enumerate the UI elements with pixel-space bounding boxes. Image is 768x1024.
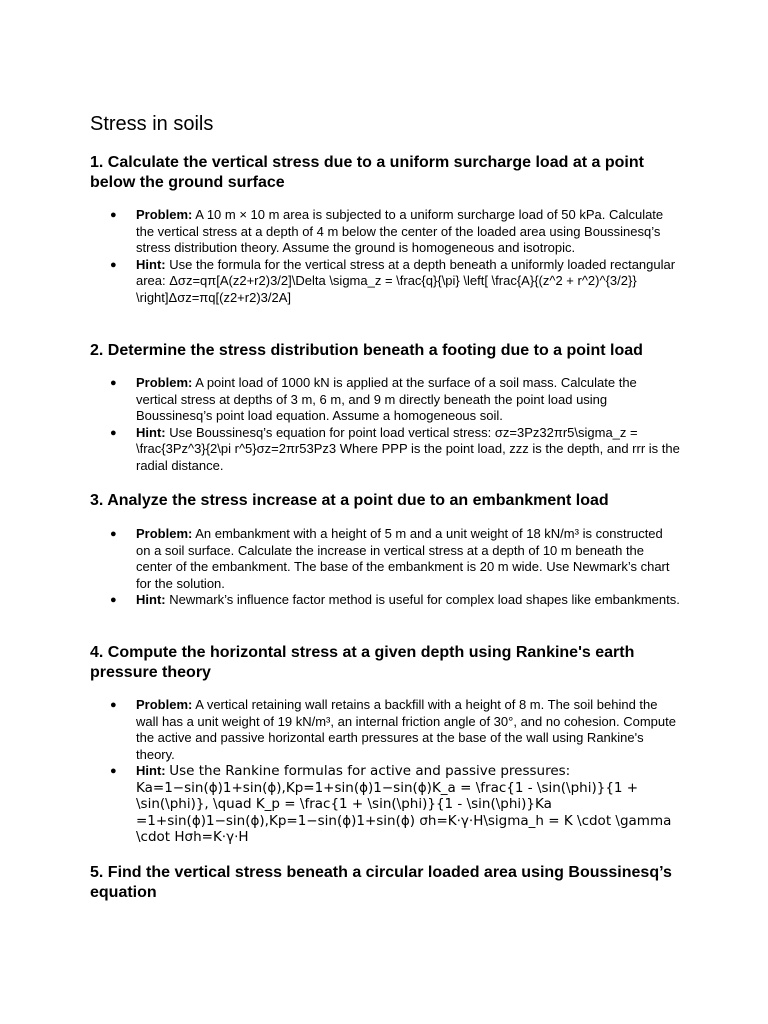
list-item (110, 257, 680, 307)
bullet-icon: ● (110, 209, 117, 221)
section-4-list (110, 697, 680, 846)
bullet-icon: ● (110, 594, 117, 606)
item-text: A point load of 1000 kN is applied at the surface of a soil mass. Calculate the vertical stress at depths of 3 m, 6 m, and 9 m directly beneath the point load using Boussinesq’s point load equation. Assume a homogeneous soil. (136, 375, 637, 423)
list-item (110, 207, 680, 257)
item-label: Problem: (136, 375, 193, 390)
item-text: A 10 m × 10 m area is subjected to a uniform surcharge load of 50 kPa. Calculate the vertical stress at a depth of 4 m below the center of the loaded area using Boussinesq’s stress distribution theory. Assume the ground is homogeneous and isotropic. (136, 207, 664, 255)
section-2-heading: 2. Determine the stress distribution beneath a footing due to a point load (90, 342, 643, 359)
bullet-icon: ● (110, 528, 117, 540)
item-text: Use Boussinesq’s equation for point load vertical stress: σz=3Pz32πr5\sigma_z = \frac{3Pz^3}{2\pi r^5}σz=2πr53Pz3 Where PPP is the point load, zzz is the depth, and rrr is the radial distance. (136, 424, 680, 473)
section-3-heading: 3. Analyze the stress increase at a point due to an embankment load (90, 492, 609, 509)
item-label: Problem: (136, 207, 193, 222)
bullet-icon: ● (110, 377, 117, 389)
list-item (110, 592, 680, 609)
list-item (110, 763, 680, 846)
item-text: A vertical retaining wall retains a backfill with a height of 8 m. The soil behind the wall has a unit weight of 19 kN/m³, an internal friction angle of 30°, and no cohesion. Compute the active and passive horizontal earth pressures at the base of the wall using Rankine's theory. (136, 697, 676, 762)
section-5-heading: 5. Find the vertical stress beneath a circular loaded area using Boussinesq’s equation (90, 864, 672, 901)
item-label: Hint: (136, 424, 166, 440)
item-text: Newmark’s influence factor method is useful for complex load shapes like embankments. (169, 592, 680, 607)
item-text: An embankment with a height of 5 m and a unit weight of 18 kN/m³ is constructed on a soil surface. Calculate the increase in vertical stress at a depth of 10 m beneath the center of the embankment. The base of the embankment is 20 m wide. Use Newmark’s chart for the solution. (136, 526, 670, 591)
page-title: Stress in soils (90, 113, 214, 135)
bullet-icon: ● (110, 258, 117, 271)
bullet-icon: ● (110, 699, 117, 711)
bullet-icon: ● (110, 426, 117, 439)
list-item (110, 375, 680, 425)
section-4-heading: 4. Compute the horizontal stress at a given depth using Rankine's earth pressure theory (90, 644, 635, 681)
item-label: Hint: (136, 592, 166, 607)
item-label: Problem: (136, 526, 193, 541)
section-1-list (110, 207, 680, 306)
bullet-icon: ● (110, 765, 117, 777)
section-1-heading: 1. Calculate the vertical stress due to a uniform surcharge load at a point below the ground surface (90, 154, 644, 191)
item-text: Use the formula for the vertical stress at a depth beneath a uniformly loaded rectangular area: Δσz=qπ[A(z2+r2)3/2]\Delta \sigma_z = \frac{q}{\pi} \left[ \frac{A}{(z^2 + r^2)^{3/2}} \right]Δσz=πq[(z2+r2)3/2A] (136, 256, 676, 305)
section-3-list (110, 526, 680, 609)
list-item (110, 425, 680, 475)
list-item (110, 526, 680, 592)
item-label: Hint: (136, 256, 166, 272)
item-label: Hint: (136, 763, 166, 778)
item-text: Use the Rankine formulas for active and passive pressures: Ka=1−sin(ϕ)1+sin(ϕ),Kp=1+sin(ϕ)1−sin(ϕ)K_a = \frac{1 - \sin(\phi)}{1 + \sin(\phi)}, \quad K_p = \frac{1 + \sin(\phi)}{1 - \sin(\phi)}Ka =1+sin(ϕ)1−sin(ϕ),Kp=1−sin(ϕ)1+sin(ϕ) σh=K⋅γ⋅H\sigma_h = K \cdot \gamma \cdot Hσh=K⋅γ⋅H (136, 763, 672, 845)
item-label: Problem: (136, 697, 193, 712)
list-item (110, 697, 680, 763)
section-2-list (110, 375, 680, 474)
